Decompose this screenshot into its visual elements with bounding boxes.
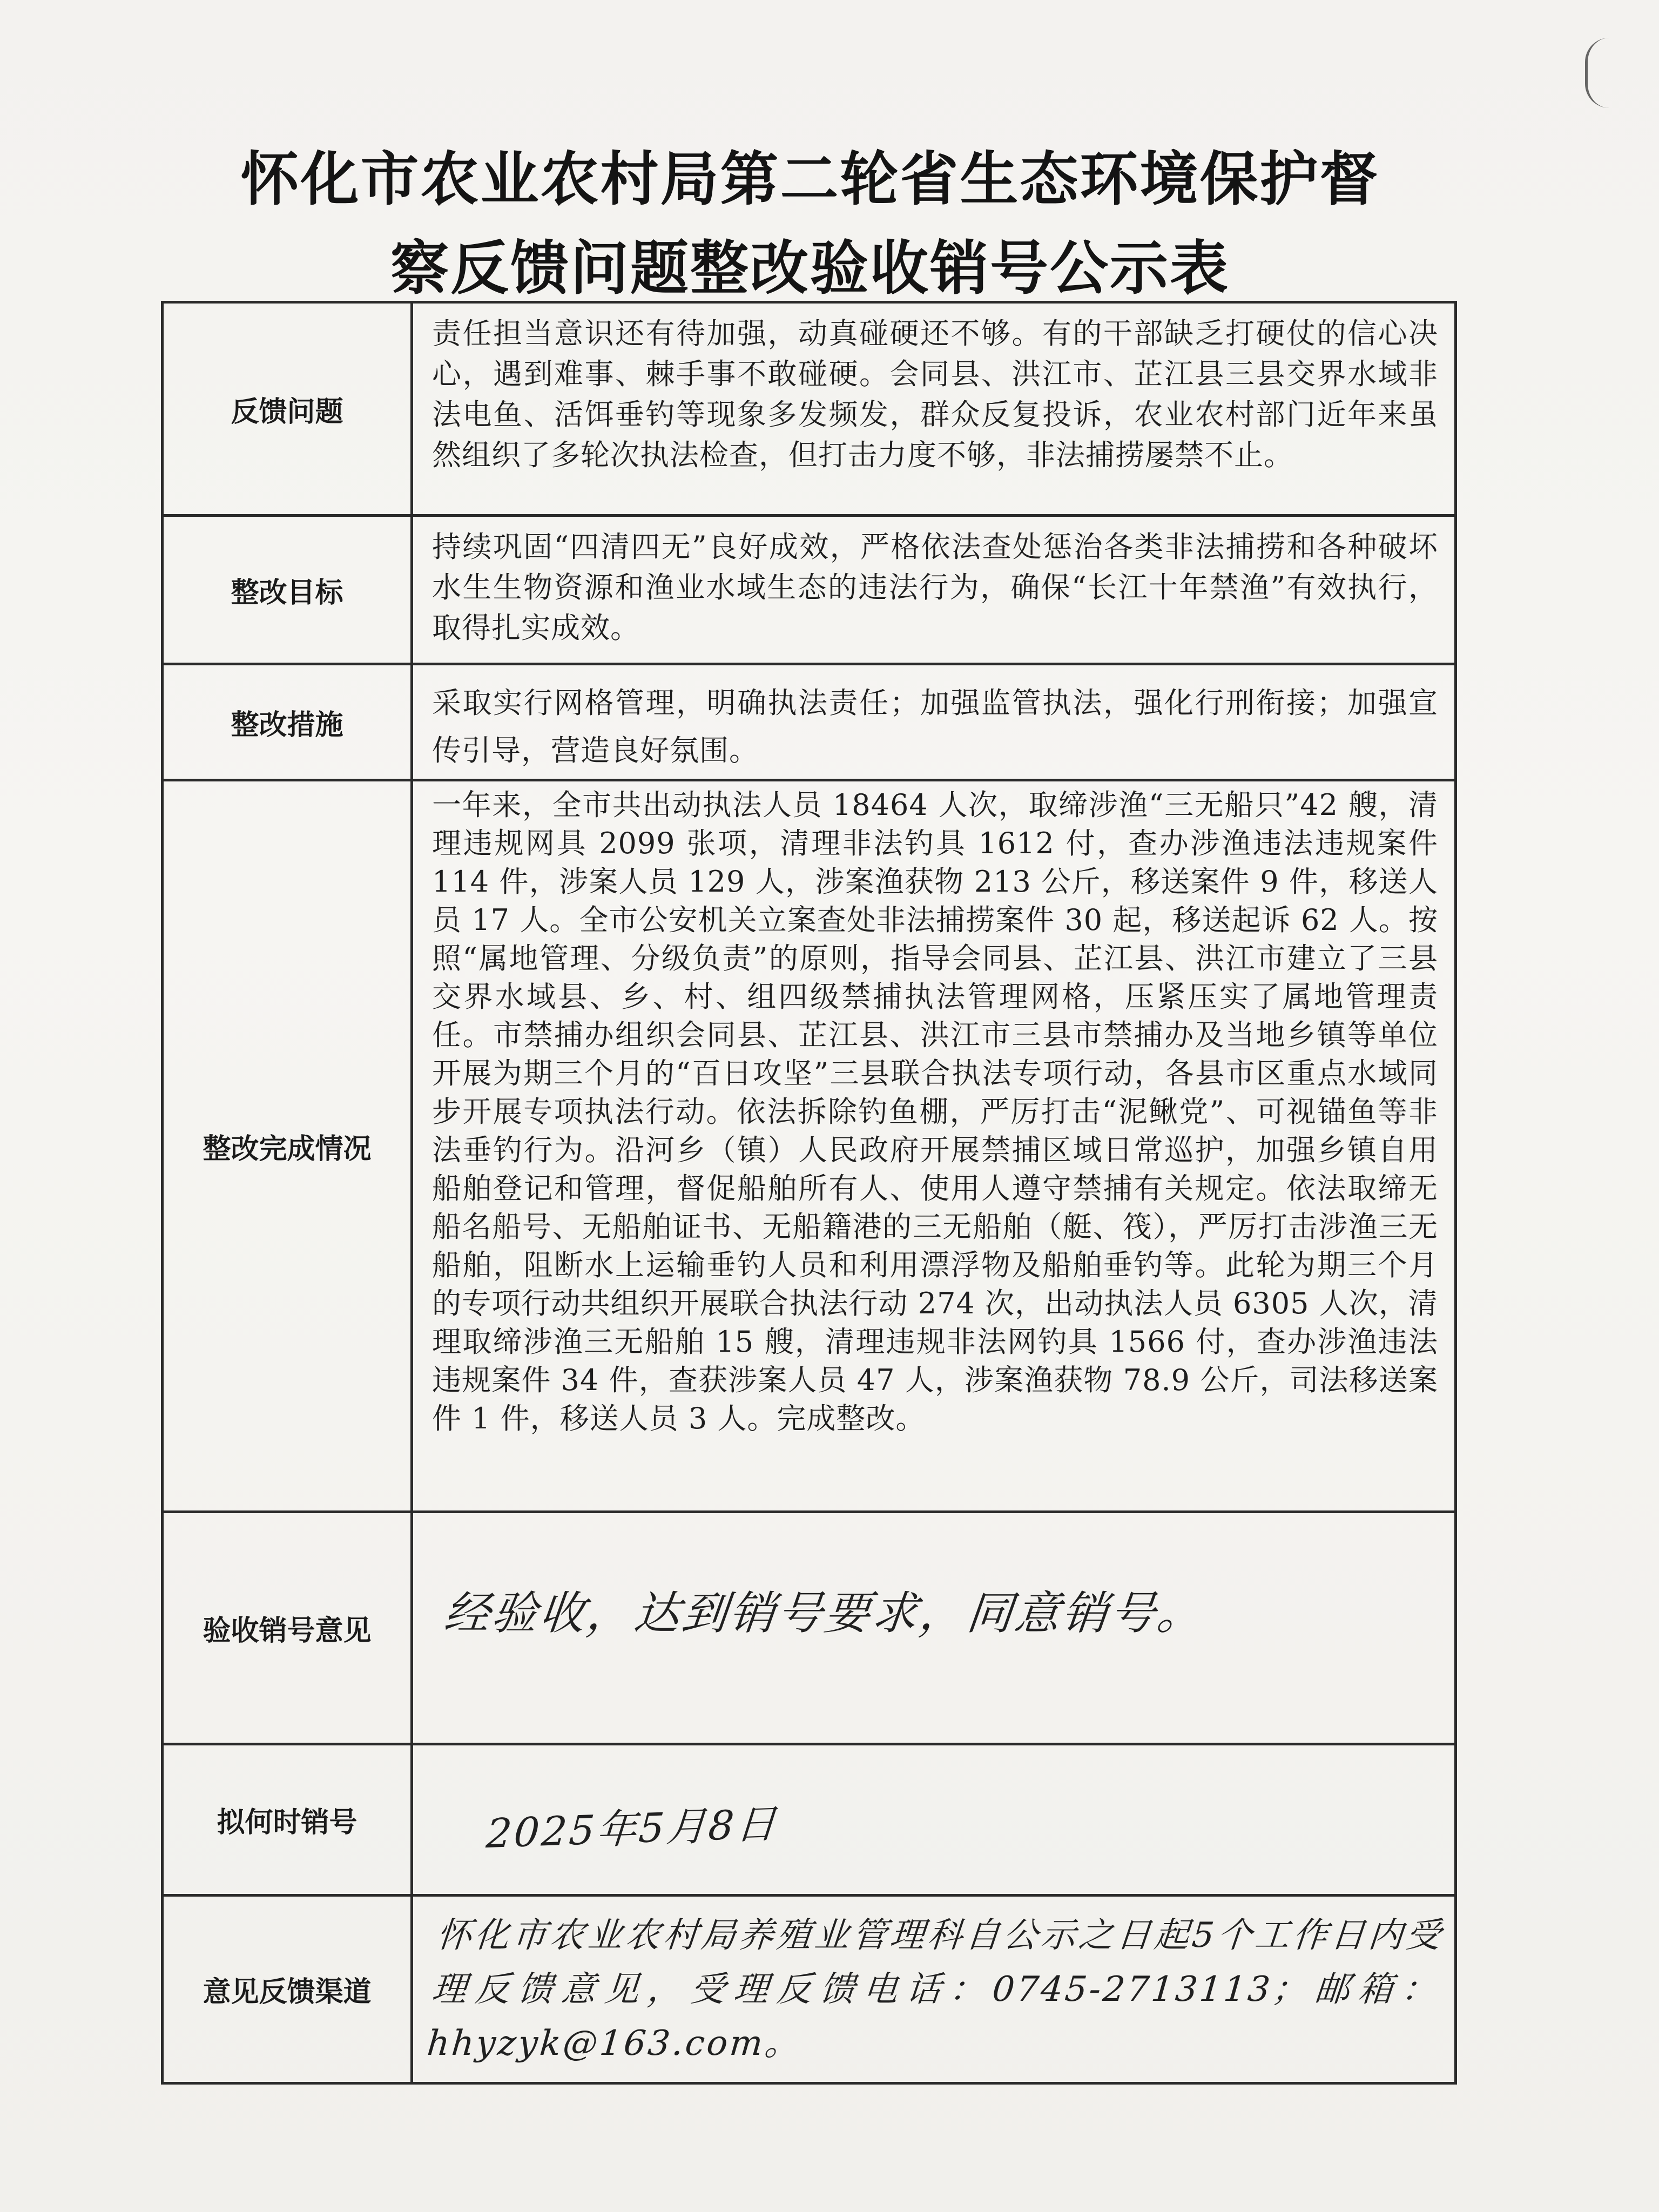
row-completion-status bbox=[161, 779, 1457, 1510]
row-acceptance-opinion bbox=[161, 1510, 1457, 1743]
rectification-table bbox=[161, 301, 1457, 2085]
row-feedback-channel bbox=[161, 1894, 1457, 2085]
document-title bbox=[162, 135, 1458, 313]
handwritten-feedback-channel: 怀化市农业农村局养殖业管理科自公示之日起5个工作日内受理反馈意见，受理反馈电话：0745-2713113；邮箱：hhyzyk@163.com。 bbox=[425, 1916, 1445, 2063]
label-rectification-measures: 整改措施 bbox=[164, 665, 413, 779]
label-acceptance-opinion: 验收销号意见 bbox=[164, 1513, 413, 1743]
content-feedback-problem: 责任担当意识还有待加强，动真碰硬还不够。有的干部缺乏打硬仗的信心决心，遇到难事、棘手事不敢碰硬。会同县、洪江市、芷江县三县交界水域非法电鱼、活饵垂钓等现象多发频发，群众反复投诉，农业农村部门近年来虽然组织了多轮次执法检查，但打击力度不够，非法捕捞屡禁不止。 bbox=[432, 316, 1438, 472]
handwritten-acceptance-opinion: 经验收，达到销号要求，同意销号。 bbox=[441, 1587, 1208, 1640]
content-completion-status: 一年来，全市共出动执法人员 18464 人次，取缔涉渔“三无船只”42 艘，清理违规网具 2099 张项，清理非法钓具 1612 付，查办涉渔违法违规案件 114 件，涉案人员 129 人，涉案渔获物 213 公斤，移送案件 9 件，移送人员 17 人。全市公安机关立案查处非法捕捞案件 30 起，移送起诉 62 人。按照“属地管理、分级负责”的原则，指导会同县、芷江县、洪江市建立了三县交界水域县、乡、村、组四级禁捕执法管理网格，压紧压实了属地管理责任。市禁捕办组织会同县、芷江县、洪江市三县市禁捕办及当地乡镇等单位开展为期三个月的“百日攻坚”三县联合执法专项行动，各县市区重点水域同步开展专项执法行动。依法拆除钓鱼棚，严厉打击“泥鳅党”、可视锚鱼等非法垂钓行为。沿河乡（镇）人民政府开展禁捕区域日常巡护，加强乡镇自用船舶登记和管理，督促船舶所有人、使用人遵守禁捕有关规定。依法取缔无船名船号、无船舶证书、无船籍港的三无船舶（艇、筏），严厉打击涉渔三无船舶，阻断水上运输垂钓人员和利用漂浮物及船舶垂钓等。此轮为期三个月的专项行动共组织开展联合执法行动 274 次，出动执法人员 6305 人次，清理取缔涉渔三无船舶 15 艘，清理违规非法网钓具 1566 付，查办涉渔违法违规案件 34 件，查获涉案人员 47 人，涉案渔获物 78.9 公斤，司法移送案件 1 件，移送人员 3 人。完成整改。 bbox=[432, 788, 1438, 1435]
label-feedback-problem: 反馈问题 bbox=[164, 304, 413, 514]
content-rectification-goal: 持续巩固“四清四无”良好成效，严格依法查处惩治各类非法捕捞和各种破坏水生生物资源和渔业水域生态的违法行为，确保“长江十年禁渔”有效执行，取得扎实成效。 bbox=[432, 530, 1438, 645]
label-completion-status: 整改完成情况 bbox=[164, 781, 413, 1510]
title-line-2: 察反馈问题整改验收销号公示表 bbox=[390, 235, 1230, 302]
row-rectification-measures bbox=[161, 663, 1457, 779]
row-feedback-problem bbox=[161, 301, 1457, 514]
label-feedback-channel: 意见反馈渠道 bbox=[164, 1897, 413, 2082]
row-rectification-goal bbox=[161, 514, 1457, 663]
handwritten-cancel-date: 2025年5月8日 bbox=[484, 1800, 780, 1858]
row-planned-cancel-date bbox=[161, 1743, 1457, 1894]
title-line-1: 怀化市农业农村局第二轮省生态环境保护督 bbox=[240, 146, 1380, 213]
label-planned-cancel-date: 拟何时销号 bbox=[164, 1745, 413, 1894]
label-rectification-goal: 整改目标 bbox=[164, 517, 413, 663]
content-rectification-measures: 采取实行网格管理，明确执法责任；加强监管执法，强化行刑衔接；加强宣传引导，营造良好氛围。 bbox=[432, 686, 1438, 767]
page-edge-mark bbox=[1585, 38, 1609, 108]
